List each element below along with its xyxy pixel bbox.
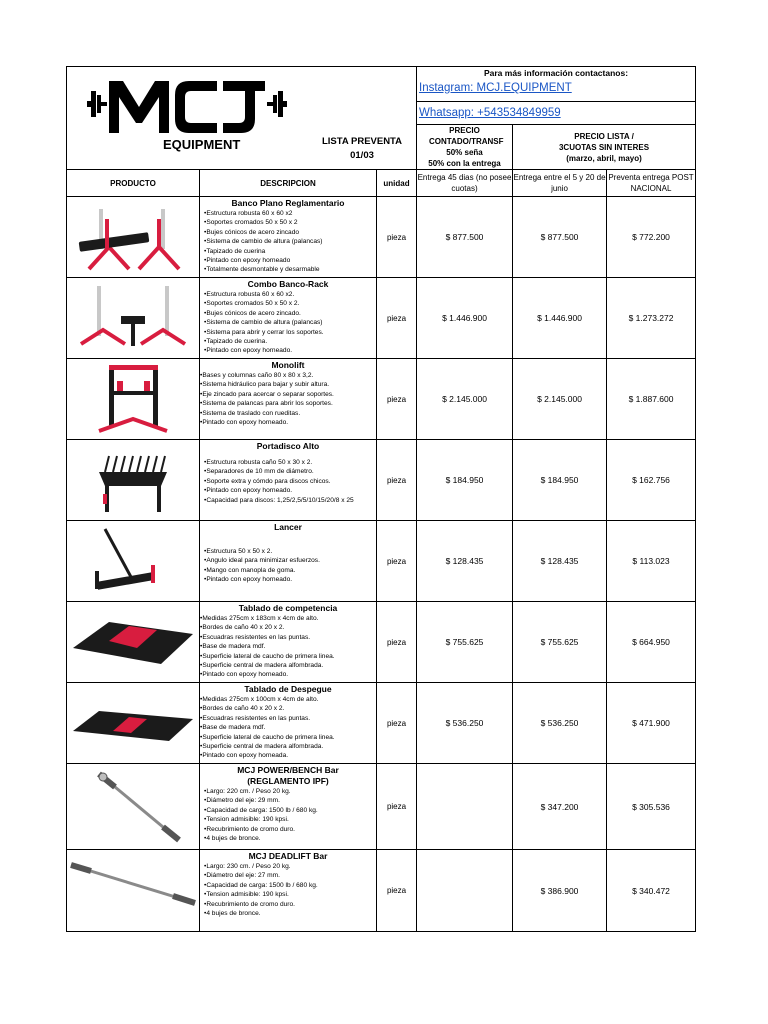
product-name: Banco Plano Reglamentario <box>231 198 345 208</box>
price-preventa: $ 113.023 <box>607 521 696 602</box>
price-entrega45 <box>417 850 513 932</box>
feature-item: • 4 bujes de bronce. <box>204 834 376 843</box>
feature-item: • Sistema de traslado con rueditas. <box>200 409 376 418</box>
feature-item: • Sistema de palancas para abrir los soportes. <box>200 399 376 408</box>
unit-cell: pieza <box>377 359 417 440</box>
lista-price-header <box>513 125 696 170</box>
feature-item: • Totalmente desmontable y desarmable <box>204 265 376 274</box>
table-row <box>67 683 696 764</box>
feature-item: • Superficie lateral de caucho de primera linea. <box>200 733 376 742</box>
product-description <box>200 197 377 278</box>
feature-item: • Superficie central de madera alfombrada. <box>200 661 376 670</box>
product-name: Monolift <box>271 360 305 370</box>
feature-item: • Superficie central de madera alfombrada. <box>200 742 376 751</box>
price-preventa: $ 162.756 <box>607 440 696 521</box>
product-description <box>200 278 377 359</box>
feature-item: • Pintado con epoxy horneado. <box>204 486 376 495</box>
header-logo-cell <box>67 67 417 170</box>
product-description <box>200 359 377 440</box>
feature-item: • Mango con manopla de goma. <box>204 566 376 575</box>
product-image-cell <box>67 359 200 440</box>
feature-item: • Capacidad de carga: 1500 lb / 680 kg. <box>204 881 376 890</box>
product-image-cell <box>67 197 200 278</box>
feature-item: • Separadores de 10 mm de diámetro. <box>204 467 376 476</box>
deadlift-bar-image <box>69 853 197 929</box>
bench-image <box>69 199 197 275</box>
product-name: Lancer <box>274 522 302 532</box>
table-row <box>67 602 696 683</box>
product-image-cell <box>67 440 200 521</box>
feature-item: • Estructura robusta 60 x 60 x2 <box>204 209 376 218</box>
logo-subtitle: EQUIPMENT <box>163 137 241 152</box>
price-list-table <box>66 66 696 932</box>
lista-line1: PRECIO LISTA / <box>574 131 634 141</box>
feature-item: • Pintado con epoxy horneada. <box>200 751 376 760</box>
whatsapp-link[interactable]: Whatsapp: +543534849959 <box>419 107 561 119</box>
price-entrega-junio: $ 128.435 <box>513 521 607 602</box>
price-preventa: $ 664.950 <box>607 602 696 683</box>
feature-item: • Capacidad de carga: 1500 lb / 680 kg. <box>204 806 376 815</box>
contact-cell <box>417 67 696 102</box>
feature-item: • Escuadras resistentes en las puntas. <box>200 633 376 642</box>
feature-item: • Tension admisible: 190 kpsi. <box>204 890 376 899</box>
feature-item: • Superficie lateral de caucho de primera linea. <box>200 652 376 661</box>
feature-item: • Estructura robusta 60 x 60 x2. <box>204 290 376 299</box>
feature-item: • Pintado con epoxy horneado <box>204 256 376 265</box>
feature-item: • Largo: 230 cm. / Peso 20 kg. <box>204 862 376 871</box>
col-unidad: unidad <box>377 170 417 197</box>
product-description <box>200 440 377 521</box>
price-entrega45: $ 536.250 <box>417 683 513 764</box>
price-entrega45 <box>417 764 513 850</box>
lista-date: 01/03 <box>350 150 374 161</box>
price-entrega45: $ 755.625 <box>417 602 513 683</box>
price-preventa: $ 1.887.600 <box>607 359 696 440</box>
feature-item: • Recubrimiento de cromo duro. <box>204 825 376 834</box>
takeoff-platform-image <box>69 685 197 761</box>
feature-item: • Pintado con epoxy horneado. <box>204 575 376 584</box>
price-preventa: $ 305.536 <box>607 764 696 850</box>
lancer-image <box>69 523 197 599</box>
product-name-2: (REGLAMENTO IPF) <box>247 776 329 786</box>
feature-item: • Diámetro del eje: 27 mm. <box>204 871 376 880</box>
feature-item: • Medidas 275cm x 183cm x 4cm de alto. <box>200 614 376 623</box>
product-image-cell <box>67 521 200 602</box>
price-preventa: $ 471.900 <box>607 683 696 764</box>
platform-image <box>69 604 197 680</box>
product-name: Tablado de competencia <box>238 603 338 613</box>
feature-item: • Angulo ideal para minimizar esfuerzos. <box>204 556 376 565</box>
product-image-cell <box>67 850 200 932</box>
power-bar-image <box>69 769 197 845</box>
contact-title: Para más información contactanos: <box>483 68 629 78</box>
lista-line2: 3CUOTAS SIN INTERES <box>558 142 650 152</box>
unit-cell: pieza <box>377 521 417 602</box>
feature-item: • Tension admisible: 190 kpsi. <box>204 815 376 824</box>
table-row <box>67 764 696 850</box>
unit-cell: pieza <box>377 278 417 359</box>
product-name: Combo Banco-Rack <box>247 279 329 289</box>
feature-item: • Sistema hidráulico para bajar y subir altura. <box>200 380 376 389</box>
price-entrega-junio: $ 386.900 <box>513 850 607 932</box>
feature-item: • Pintado con epoxy horneado. <box>204 346 376 355</box>
feature-item: • 4 bujes de bronce. <box>204 909 376 918</box>
product-image-cell <box>67 764 200 850</box>
lista-line3: (marzo, abril, mayo) <box>566 153 642 163</box>
product-description <box>200 602 377 683</box>
col-entrega45: Entrega 45 dias (no posee cuotas) <box>417 170 513 197</box>
product-image-cell <box>67 602 200 683</box>
price-entrega-junio: $ 347.200 <box>513 764 607 850</box>
feature-item: • Bujes cónicos de acero zincado <box>204 228 376 237</box>
contado-title: PRECIO CONTADO/TRANSF <box>429 126 504 146</box>
feature-item: • Eje zincado para acercar o separar soportes. <box>200 390 376 399</box>
product-description <box>200 521 377 602</box>
price-entrega45: $ 877.500 <box>417 197 513 278</box>
price-entrega45: $ 1.446.900 <box>417 278 513 359</box>
feature-item: • Bases y columnas caño 80 x 80 x 3,2. <box>200 371 376 380</box>
unit-cell: pieza <box>377 850 417 932</box>
price-entrega45: $ 2.145.000 <box>417 359 513 440</box>
price-entrega-junio: $ 755.625 <box>513 602 607 683</box>
feature-item: • Escuadras resistentes en las puntas. <box>200 714 376 723</box>
feature-item: • Sistema de cambio de altura (palancas) <box>204 318 376 327</box>
whatsapp-cell <box>417 102 696 125</box>
unit-cell: pieza <box>377 602 417 683</box>
lista-title: LISTA PREVENTA <box>321 136 403 147</box>
table-row <box>67 359 696 440</box>
plate-rack-image <box>69 442 197 518</box>
table-row <box>67 521 696 602</box>
col-entrega-junio: Entrega entre el 5 y 20 de junio <box>513 170 607 197</box>
price-entrega45: $ 184.950 <box>417 440 513 521</box>
feature-item: • Largo: 220 cm. / Peso 20 kg. <box>204 787 376 796</box>
contado-header <box>417 125 513 170</box>
product-image-cell <box>67 278 200 359</box>
col-producto: PRODUCTO <box>67 170 200 197</box>
price-entrega45: $ 128.435 <box>417 521 513 602</box>
price-entrega-junio: $ 184.950 <box>513 440 607 521</box>
feature-item: • Bujes cónicos de acero zincado. <box>204 309 376 318</box>
feature-item: • Sistema de cambio de altura (palancas) <box>204 237 376 246</box>
product-description <box>200 850 377 932</box>
feature-item: • Recubrimiento de cromo duro. <box>204 900 376 909</box>
product-name: MCJ POWER/BENCH Bar <box>237 765 339 775</box>
lista-preventa-label <box>307 135 417 163</box>
price-preventa: $ 1.273.272 <box>607 278 696 359</box>
contado-line2: 50% seña <box>446 148 483 157</box>
feature-item: • Medidas 275cm x 100cm x 4cm de alto. <box>200 695 376 704</box>
feature-item: • Pintado con epoxy horneado. <box>200 418 376 427</box>
product-name: Tablado de Despegue <box>244 684 332 694</box>
product-name: MCJ DEADLIFT Bar <box>248 851 328 861</box>
price-entrega-junio: $ 877.500 <box>513 197 607 278</box>
table-row <box>67 278 696 359</box>
feature-item: • Base de madera mdf. <box>200 723 376 732</box>
price-preventa: $ 340.472 <box>607 850 696 932</box>
product-description <box>200 764 377 850</box>
product-image-cell <box>67 683 200 764</box>
feature-item: • Diámetro del eje: 29 mm. <box>204 796 376 805</box>
feature-item: • Bordes de caño 40 x 20 x 2. <box>200 704 376 713</box>
col-descripcion: DESCRIPCION <box>200 170 377 197</box>
unit-cell: pieza <box>377 683 417 764</box>
feature-item: • Estructura 50 x 50 x 2. <box>204 547 376 556</box>
feature-item: • Pintado con epoxy horneado. <box>200 670 376 679</box>
price-entrega-junio: $ 536.250 <box>513 683 607 764</box>
feature-item: • Soportes cromados 50 x 50 x 2. <box>204 299 376 308</box>
contado-line3: 50% con la entrega <box>428 159 501 168</box>
mcj-logo <box>87 71 297 153</box>
feature-item: • Tapizado de cuerina <box>204 247 376 256</box>
product-name: Portadisco Alto <box>256 441 320 451</box>
feature-item: • Soportes cromados 50 x 50 x 2 <box>204 218 376 227</box>
table-row <box>67 440 696 521</box>
table-row <box>67 197 696 278</box>
unit-cell: pieza <box>377 440 417 521</box>
price-entrega-junio: $ 2.145.000 <box>513 359 607 440</box>
col-preventa: Preventa entrega POST NACIONAL <box>607 170 696 197</box>
feature-item: • Sistema para abrir y cerrar los soportes. <box>204 328 376 337</box>
price-preventa: $ 772.200 <box>607 197 696 278</box>
combo-rack-image <box>69 280 197 356</box>
feature-item: • Soporte extra y cómdo para discos chicos. <box>204 477 376 486</box>
feature-item: • Base de madera mdf. <box>200 642 376 651</box>
price-entrega-junio: $ 1.446.900 <box>513 278 607 359</box>
feature-item: • Tapizado de cuerina. <box>204 337 376 346</box>
feature-item: • Capacidad para discos: 1,25/2,5/5/10/15/20/8 x 25 <box>204 496 376 505</box>
product-description <box>200 683 377 764</box>
unit-cell: pieza <box>377 764 417 850</box>
table-row <box>67 850 696 932</box>
feature-item: • Estructura robusta caño 50 x 30 x 2. <box>204 458 376 467</box>
instagram-link[interactable]: Instagram: MCJ.EQUIPMENT <box>419 82 572 94</box>
feature-item: • Bordes de caño 40 x 20 x 2. <box>200 623 376 632</box>
unit-cell: pieza <box>377 197 417 278</box>
monolift-image <box>69 361 197 437</box>
